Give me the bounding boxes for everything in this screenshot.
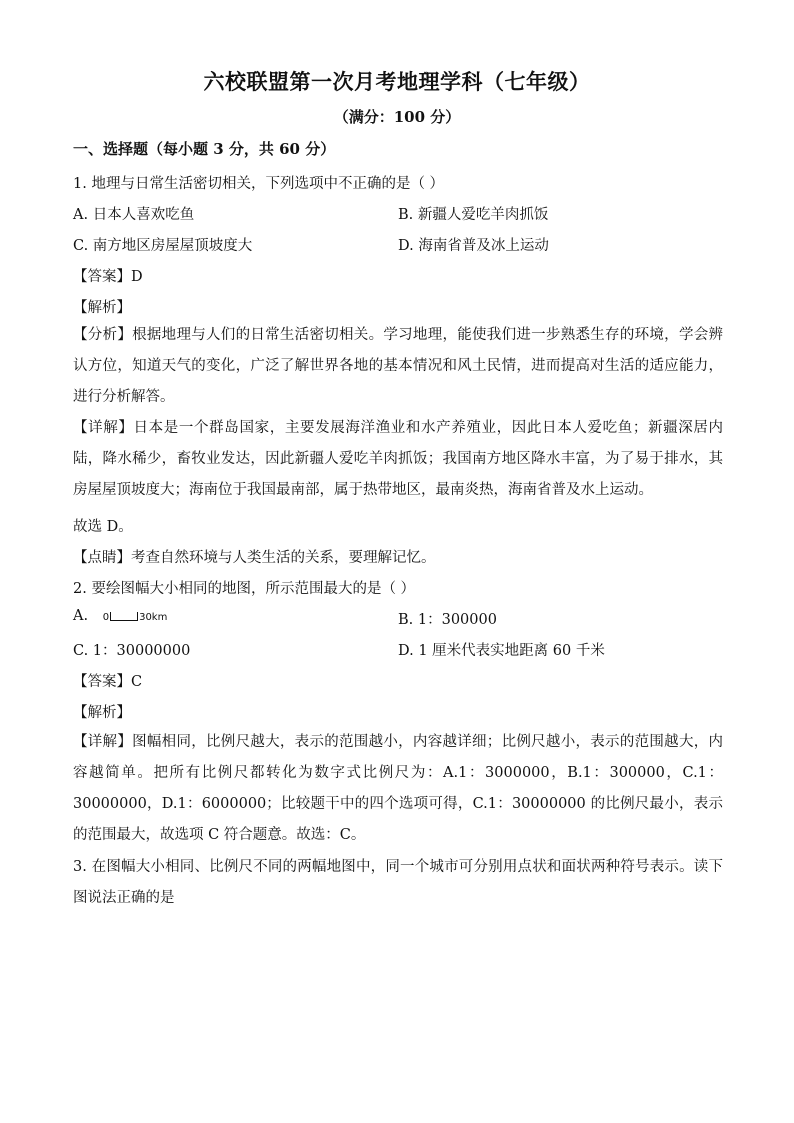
question-3-stem: 3. 在图幅大小相同、比例尺不同的两幅地图中，同一个城市可分别用点状和面状两种符号表示。读下图说法正确的是 bbox=[73, 859, 723, 906]
question-1-xiangjie: 【详解】日本是一个群岛国家，主要发展海洋渔业和水产养殖业，因此日本人爱吃鱼；新疆深居内陆，降水稀少，畜牧业发达，因此新疆人爱吃羊肉抓饭；我国南方地区降水丰富，为了易于排水，其房屋屋顶坡度大；海南位于我国最南部，属于热带地区，最南炎热，海南省普及水上运动。 bbox=[73, 420, 723, 498]
question-1-dianjing: 【点睛】考查自然环境与人类生活的关系，要理解记忆。 bbox=[73, 550, 436, 566]
page-title: 六校联盟第一次月考地理学科（七年级） bbox=[203, 69, 591, 94]
line-scale-icon bbox=[103, 612, 168, 623]
scale-end-label: 30km bbox=[139, 612, 168, 623]
question-1-stem: 1. 地理与日常生活密切相关，下列选项中不正确的是（ ） bbox=[73, 176, 445, 192]
question-2-answer: 【答案】C bbox=[73, 674, 143, 690]
question-1-answer: 【答案】D bbox=[73, 269, 143, 285]
question-2-stem: 2. 要绘图幅大小相同的地图，所示范围最大的是（ ） bbox=[73, 581, 416, 597]
question-2-option-a bbox=[73, 608, 167, 624]
question-1-option-c: C. 南方地区房屋屋顶坡度大 bbox=[73, 238, 253, 254]
question-2-option-c: C. 1：30000000 bbox=[73, 643, 191, 659]
scale-start-label: 0 bbox=[102, 612, 110, 623]
question-2-analysis-label: 【解析】 bbox=[73, 705, 131, 721]
question-1-analysis-label: 【解析】 bbox=[73, 300, 131, 316]
page-subtitle: （满分：100 分） bbox=[333, 108, 461, 126]
question-1-option-d: D. 海南省普及冰上运动 bbox=[398, 238, 549, 254]
section-heading: 一、选择题（每小题 3 分，共 60 分） bbox=[73, 140, 336, 158]
question-1-option-a: A. 日本人喜欢吃鱼 bbox=[73, 207, 195, 223]
question-1-fenxi: 【分析】根据地理与人们的日常生活密切相关。学习地理，能使我们进一步熟悉生存的环境，学会辨认方位，知道天气的变化，广泛了解世界各地的基本情况和风土民情，进而提高对生活的适应能力，进行分析解答。 bbox=[73, 327, 723, 405]
question-2-option-d: D. 1 厘米代表实地距离 60 千米 bbox=[398, 643, 605, 659]
scale-bar bbox=[110, 612, 138, 621]
question-2-option-a-prefix: A. bbox=[73, 608, 89, 624]
question-1-option-b: B. 新疆人爱吃羊肉抓饭 bbox=[398, 207, 549, 223]
question-2-xiangjie: 【详解】图幅相同，比例尺越大，表示的范围越小，内容越详细；比例尺越小，表示的范围越大，内容越简单。把所有比例尺都转化为数字式比例尺为：A.1：3000000，B.1：300000，C.1：30000000，D.1：6000000；比较题干中的四个选项可得，C.1：30000000 的比例尺最小，表示的范围最大，故选项 C 符合题意。故选：C。 bbox=[73, 734, 723, 843]
question-1-choice: 故选 D。 bbox=[73, 519, 133, 535]
question-2-option-b: B. 1：300000 bbox=[398, 612, 497, 628]
